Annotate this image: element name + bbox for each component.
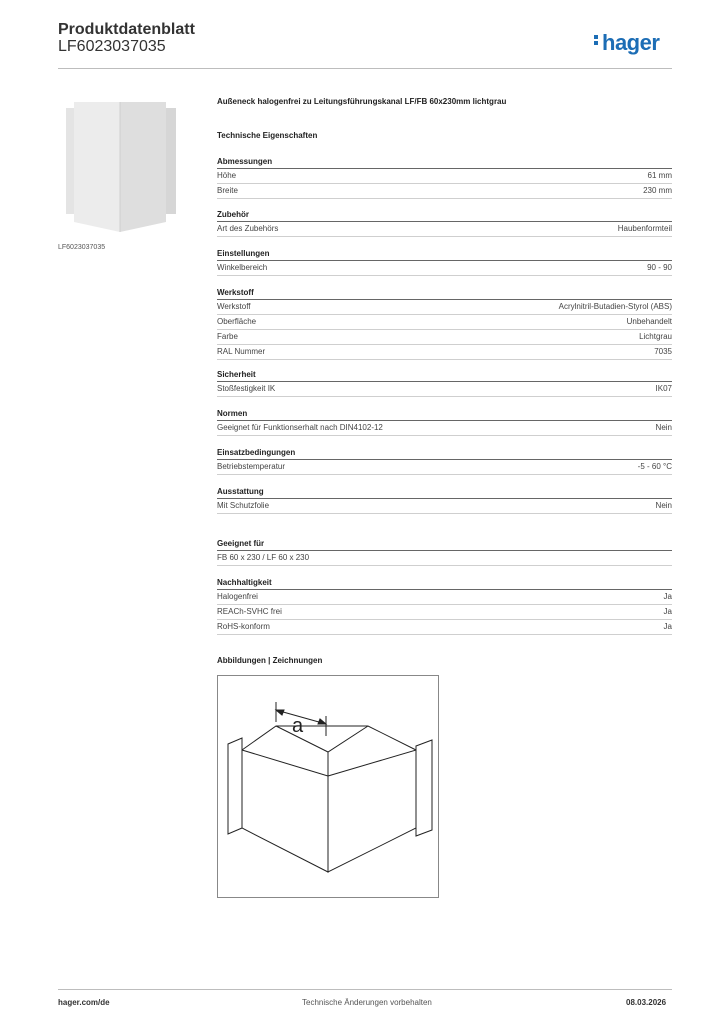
section-einsatzbedingungen	[217, 446, 672, 475]
table-row	[217, 421, 672, 436]
table-row	[217, 382, 672, 397]
footer-website-link[interactable]: hager.com/de	[58, 998, 110, 1007]
article-number: LF6023037035	[58, 38, 166, 55]
technical-drawing	[217, 675, 439, 898]
section-nachhaltigkeit	[217, 576, 672, 635]
table-row	[217, 184, 672, 199]
product-photo-icon	[58, 94, 184, 238]
row-label: RoHS-konform	[217, 622, 270, 631]
section-title: Werkstoff	[217, 288, 254, 297]
row-label: REACh-SVHC frei	[217, 607, 282, 616]
section-title: Einsatzbedingungen	[217, 448, 296, 457]
row-value: Ja	[663, 622, 672, 631]
row-value: Unbehandelt	[626, 317, 672, 326]
row-label: Oberfläche	[217, 317, 257, 326]
section-normen	[217, 407, 672, 436]
row-value: Haubenformteil	[617, 224, 672, 233]
row-value: Nein	[655, 501, 672, 510]
row-value: Ja	[663, 607, 672, 616]
drawings-heading: Abbildungen | Zeichnungen	[217, 656, 323, 665]
table-row	[217, 345, 672, 360]
section-geeignet-fuer	[217, 537, 672, 566]
row-label: Geeignet für Funktionserhalt nach DIN4102-12	[217, 423, 383, 432]
product-description: Außeneck halogenfrei zu Leitungsführungskanal LF/FB 60x230mm lichtgrau	[217, 97, 507, 106]
table-row	[217, 169, 672, 184]
row-value: IK07	[655, 384, 672, 393]
section-einstellungen	[217, 247, 672, 276]
footer-date: 08.03.2026	[626, 998, 667, 1007]
section-title: Normen	[217, 409, 248, 418]
section-sicherheit	[217, 368, 672, 397]
row-label: Art des Zubehörs	[217, 224, 279, 233]
row-value: 90 - 90	[647, 263, 672, 272]
product-image-caption: LF6023037035	[58, 244, 106, 251]
row-value: Nein	[655, 423, 672, 432]
table-row	[217, 590, 672, 605]
row-value: Lichtgrau	[639, 332, 672, 341]
row-value: 230 mm	[643, 186, 672, 195]
section-title: Sicherheit	[217, 370, 256, 379]
table-row	[217, 605, 672, 620]
section-werkstoff	[217, 286, 672, 360]
tech-heading: Technische Eigenschaften	[217, 131, 318, 140]
table-row	[217, 499, 672, 514]
row-value: Acrylnitril-Butadien-Styrol (ABS)	[558, 302, 672, 311]
row-label: Werkstoff	[217, 302, 251, 311]
footer-notice: Technische Änderungen vorbehalten	[302, 998, 432, 1007]
footer-divider	[58, 989, 672, 990]
corner-drawing-icon	[218, 676, 438, 897]
section-title: Nachhaltigkeit	[217, 578, 272, 587]
row-label: Mit Schutzfolie	[217, 501, 270, 510]
row-value: 61 mm	[647, 171, 672, 180]
section-zubehoer	[217, 208, 672, 237]
table-row	[217, 261, 672, 276]
row-value: Ja	[663, 592, 672, 601]
row-label: Farbe	[217, 332, 238, 341]
section-title: Ausstattung	[217, 487, 264, 496]
table-row	[217, 222, 672, 237]
table-row	[217, 300, 672, 315]
row-label: Winkelbereich	[217, 263, 268, 272]
table-row	[217, 551, 672, 566]
section-title: Zubehör	[217, 210, 249, 219]
table-row	[217, 315, 672, 330]
row-label: Stoßfestigkeit IK	[217, 384, 276, 393]
row-label: Halogenfrei	[217, 592, 258, 601]
product-image	[58, 94, 184, 238]
row-label: RAL Nummer	[217, 347, 266, 356]
table-row	[217, 460, 672, 475]
dimension-label: a	[292, 715, 304, 737]
section-ausstattung	[217, 485, 672, 514]
table-row	[217, 330, 672, 345]
table-row	[217, 620, 672, 635]
row-label: FB 60 x 230 / LF 60 x 230	[217, 553, 310, 562]
section-title: Abmessungen	[217, 157, 273, 166]
section-title: Geeignet für	[217, 539, 265, 548]
section-title: Einstellungen	[217, 249, 270, 258]
row-value: 7035	[654, 347, 672, 356]
logo-text: hager	[602, 30, 660, 55]
row-label: Breite	[217, 186, 238, 195]
page-title: Produktdatenblatt	[58, 21, 195, 38]
hager-logo	[594, 30, 659, 56]
row-value: -5 - 60 °C	[637, 462, 672, 471]
row-label: Betriebstemperatur	[217, 462, 286, 471]
logo-dots-icon	[594, 33, 599, 47]
header-divider	[58, 68, 672, 69]
section-abmessungen	[217, 155, 672, 199]
row-label: Höhe	[217, 171, 237, 180]
